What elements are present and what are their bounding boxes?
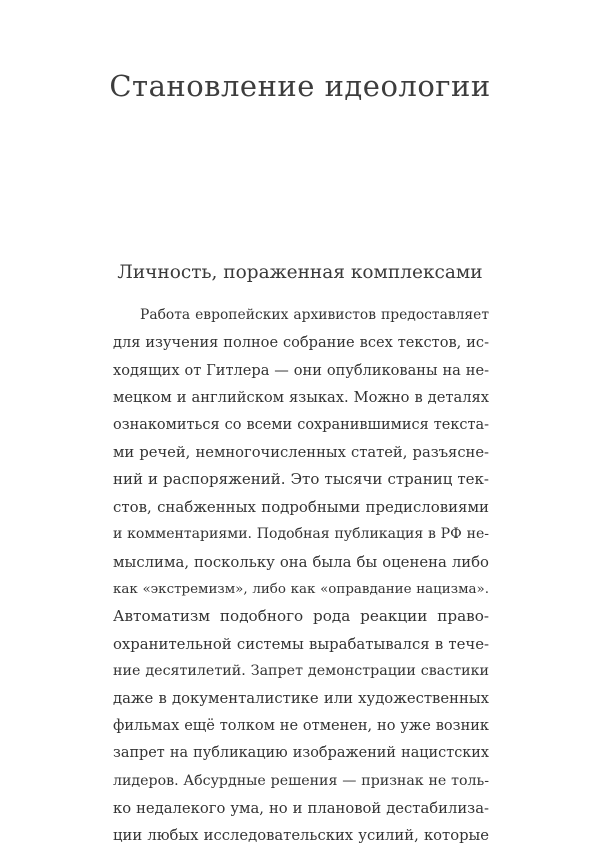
paragraph-line: мецком и английском языках. Можно в деталях (113, 389, 489, 407)
body-paragraph (113, 302, 489, 850)
paragraph-line: ми речей, немногочисленных статей, разъясне- (113, 443, 489, 461)
paragraph-line: ходящих от Гитлера — они опубликованы на не- (113, 361, 489, 379)
paragraph-line: лидеров. Абсурдные решения — признак не толь- (113, 772, 489, 789)
chapter-title: Становление идеологии (109, 69, 491, 103)
paragraph-line: Работа европейских архивистов предоставляет (140, 307, 489, 323)
paragraph-line: ние десятилетий. Запрет демонстрации свастики (113, 663, 489, 680)
section-heading: Личность, пораженная комплексами (117, 262, 483, 283)
paragraph-line: для изучения полное собрание всех текстов, ис- (113, 334, 489, 352)
paragraph-line: запрет на публикацию изображений нацистских (113, 745, 489, 762)
paragraph-line: Автоматизм подобного рода реакции право- (113, 607, 489, 626)
paragraph-line: стов, снабженных подробными предисловиями (113, 497, 489, 516)
paragraph-line: охранительной системы вырабатывался в тече- (113, 634, 489, 653)
paragraph-line: ознакомиться со всеми сохранившимися текста- (113, 416, 489, 433)
paragraph-line: мыслима, поскольку она была бы оценена либо (113, 553, 489, 571)
paragraph-line: и комментариями. Подобная публикация в РФ не- (113, 526, 489, 543)
paragraph-line: даже в документалистике или художественных (113, 690, 489, 708)
paragraph-line: ции любых исследовательских усилий, которые (113, 827, 489, 845)
paragraph-line: ний и распоряжений. Это тысячи страниц тек- (113, 470, 489, 489)
paragraph-line: ко недалекого ума, но и плановой дестабилиза- (113, 800, 489, 818)
paragraph-line: фильмах ещё толком не отменен, но уже возник (113, 717, 489, 734)
paragraph-line: как «экстремизм», либо как «оправдание нацизма». (113, 581, 489, 597)
